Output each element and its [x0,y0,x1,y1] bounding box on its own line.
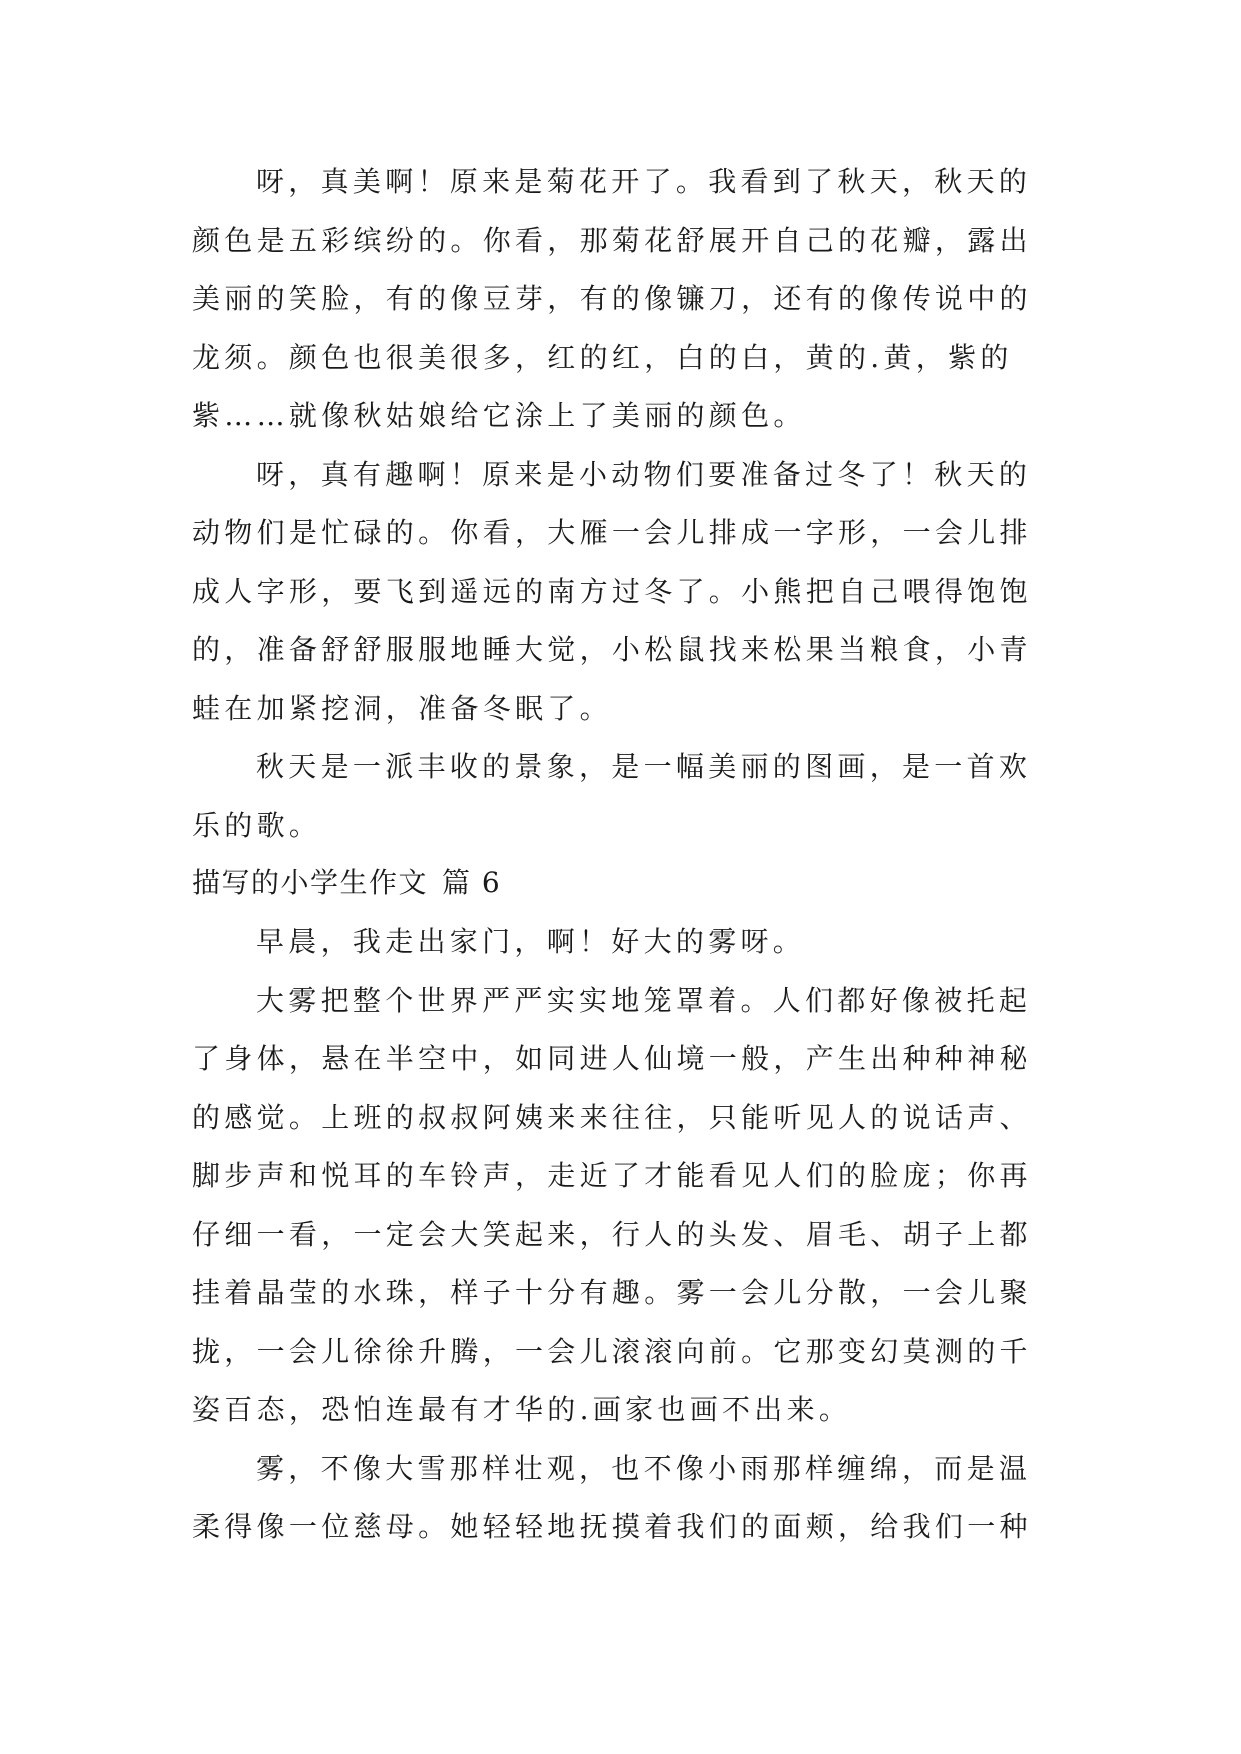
text-line: 脚步声和悦耳的车铃声，走近了才能看见人们的脸庞；你再 [192,1159,1032,1192]
text-line: 柔得像一位慈母。她轻轻地抚摸着我们的面颊，给我们一种 [192,1510,1032,1543]
essay-section-fog [192,913,1044,1557]
paragraph-chrysanthemum [192,153,1044,446]
text-line: 了身体，悬在半空中，如同进人仙境一般，产生出种种神秘 [192,1042,1032,1075]
text-line: 紫……就像秋姑娘给它涂上了美丽的颜色。 [192,399,806,432]
paragraph-harvest [192,738,1044,855]
text-line: 挂着晶莹的水珠，样子十分有趣。雾一会儿分散，一会儿聚 [192,1276,1032,1309]
text-line: 蛙在加紧挖洞，准备冬眠了。 [192,691,612,725]
paragraph-morning [192,913,1044,972]
text-line: 秋天是一派丰收的景象，是一幅美丽的图画，是一首欢 [256,750,1032,783]
paragraph-fog-gentle [192,1440,1044,1557]
essay-heading [192,854,1044,913]
text-line: 大雾把整个世界严严实实地笼罩着。人们都好像被托起 [256,983,1032,1017]
text-line: 呀，真美啊！原来是菊花开了。我看到了秋天，秋天的 [256,165,1032,198]
text-line: 雾，不像大雪那样壮观，也不像小雨那样缠绵，而是温 [256,1451,1032,1485]
text-line: 姿百态，恐怕连最有才华的.画家也画不出来。 [192,1393,852,1426]
text-line: 颜色是五彩缤纷的。你看，那菊花舒展开自己的花瓣，露出 [192,223,1032,257]
essay-section-autumn [192,153,1044,855]
essay-heading-number: 篇 6 [442,866,502,899]
text-line: 成人字形，要飞到遥远的南方过冬了。小熊把自己喂得饱饱 [192,574,1032,608]
text-line: 呀，真有趣啊！原来是小动物们要准备过冬了！秋天的 [256,457,1032,491]
text-line: 美丽的笑脸，有的像豆芽，有的像镰刀，还有的像传说中的 [192,282,1032,315]
text-line: 动物们是忙碌的。你看，大雁一会儿排成一字形，一会儿排 [192,516,1032,549]
text-line: 早晨，我走出家门，啊！好大的雾呀。 [256,925,806,958]
text-line: 的感觉。上班的叔叔阿姨来来往往，只能听见人的说话声、 [192,1100,1032,1134]
essay-heading-title: 描写的小学生作文 [192,866,429,899]
text-line: 拢，一会儿徐徐升腾，一会儿滚滚向前。它那变幻莫测的千 [192,1334,1032,1368]
text-line: 龙须。颜色也很美很多，红的红，白的白，黄的.黄，紫的 [192,340,1013,374]
text-line: 的，准备舒舒服服地睡大觉，小松鼠找来松果当粮食，小青 [192,633,1032,666]
paragraph-animals [192,446,1044,739]
paragraph-fog-description [192,972,1044,1440]
text-line: 仔细一看，一定会大笑起来，行人的头发、眉毛、胡子上都 [192,1217,1032,1251]
text-line: 乐的歌。 [192,808,322,842]
